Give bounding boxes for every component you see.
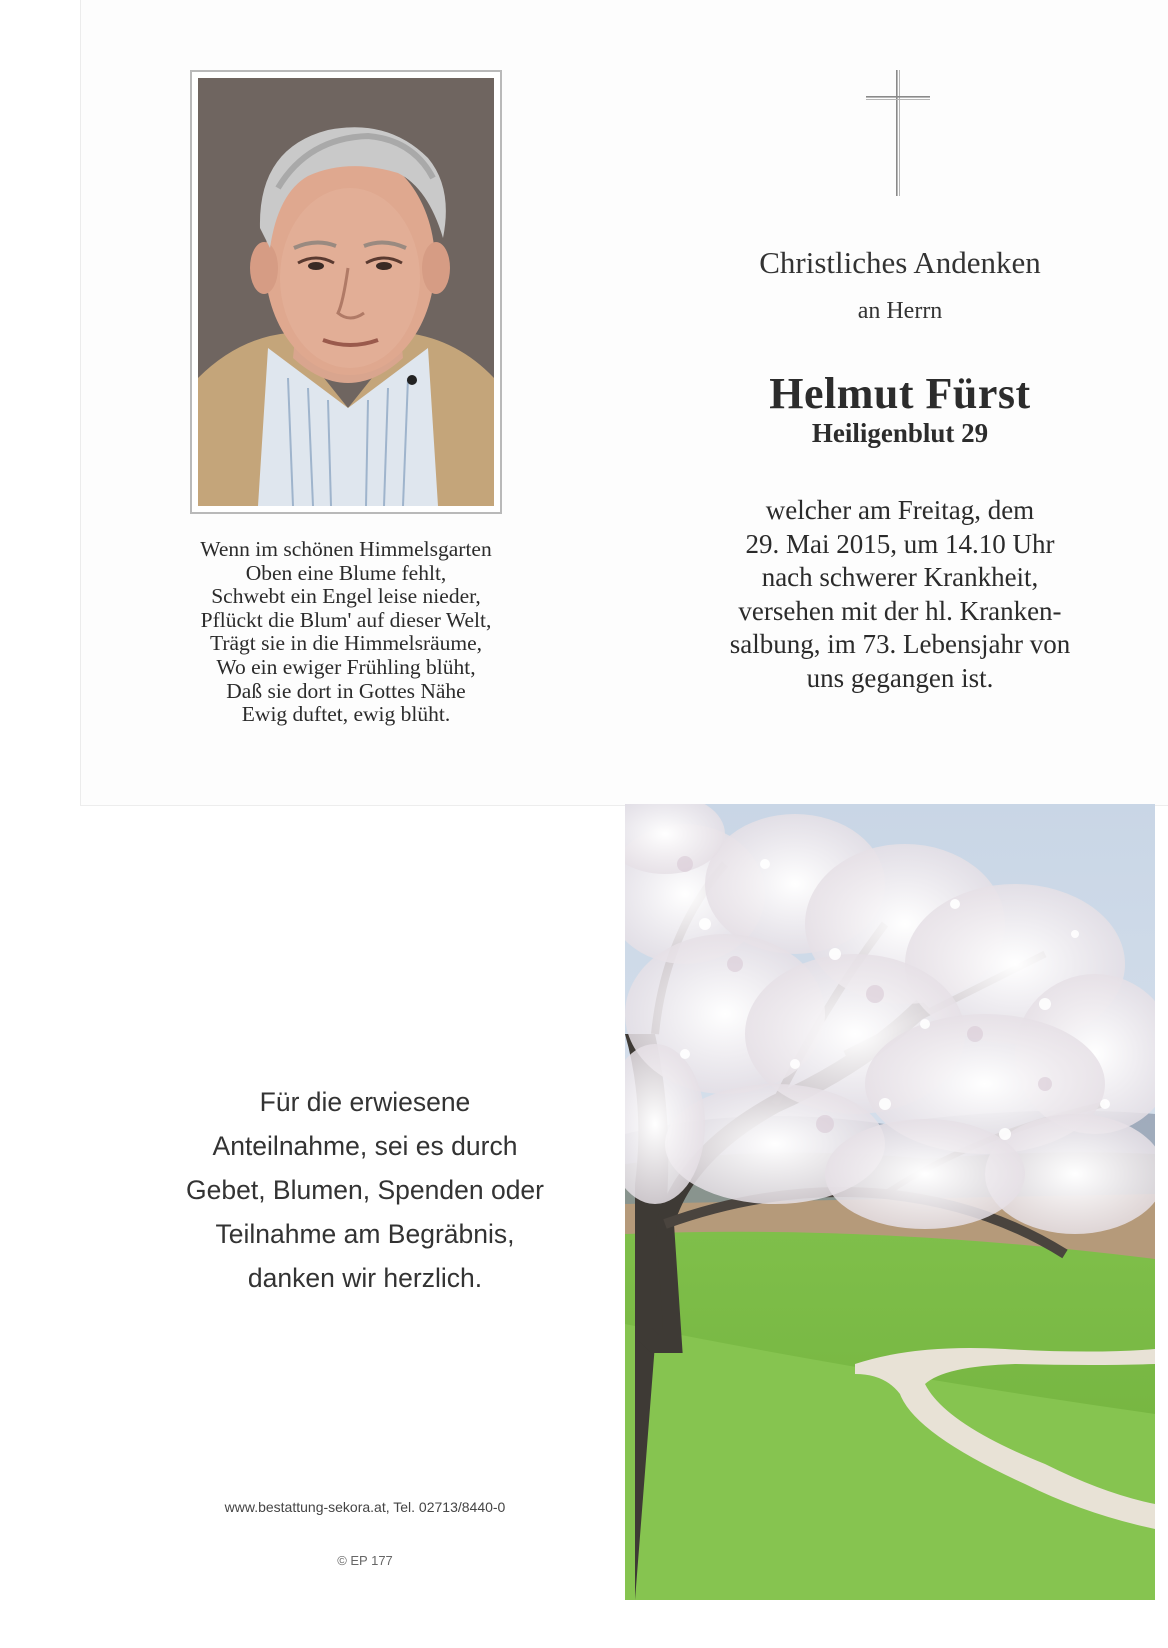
thanks-line: Für die erwiesene [259,1087,471,1117]
cross-icon [866,70,930,196]
poem-line: Trägt sie in die Himmelsräume, [209,631,483,656]
poem-line: Wo ein ewiger Frühling blüht, [216,654,476,679]
poem-line: Wenn im schönen Himmelsgarten [200,537,492,561]
poem [160,538,532,727]
portrait-illustration [198,78,494,506]
death-notice-line: salbung, im 73. Lebensjahr von [729,629,1071,659]
poem-line: Oben eine Blume fehlt, [245,560,447,585]
death-notice-line: 29. Mai 2015, um 14.10 Uhr [745,528,1055,559]
deceased-name: Helmut Fürst [769,369,1031,418]
death-notice-line: nach schwerer Krankheit, [761,562,1039,592]
memorial-title: Christliches Andenken [759,245,1041,280]
thanks-message [140,1080,590,1300]
death-notice-line: uns gegangen ist. [806,662,994,693]
landscape-photo [625,804,1155,1600]
poem-line: Schwebt ein Engel leise nieder, [211,584,481,609]
thanks-line: Gebet, Blumen, Spenden oder [186,1175,544,1205]
portrait-frame [190,70,502,514]
thanks-line: danken wir herzlich. [247,1263,483,1293]
poem-line: Ewig duftet, ewig blüht. [241,702,451,727]
funeral-home-contact: www.bestattung-sekora.at, Tel. 02713/8440-0 [224,1499,506,1515]
thanks-line: Teilnahme am Begräbnis, [215,1219,515,1249]
thanks-line: Anteilnahme, sei es durch [212,1131,518,1161]
death-notice [680,494,1120,695]
deceased-address: Heiligenblut 29 [811,418,989,448]
poem-line: Daß sie dort in Gottes Nähe [226,678,466,703]
portrait-photo [198,78,494,506]
copyright-notice: © EP 177 [337,1553,393,1568]
death-notice-line: versehen mit der hl. Kranken- [738,595,1062,626]
poem-line: Pflückt die Blum' auf dieser Welt, [200,607,492,632]
memorial-subtitle: an Herrn [857,298,943,324]
death-notice-line: welcher am Freitag, dem [765,495,1035,525]
blossom-tree-illustration [625,804,1155,1600]
